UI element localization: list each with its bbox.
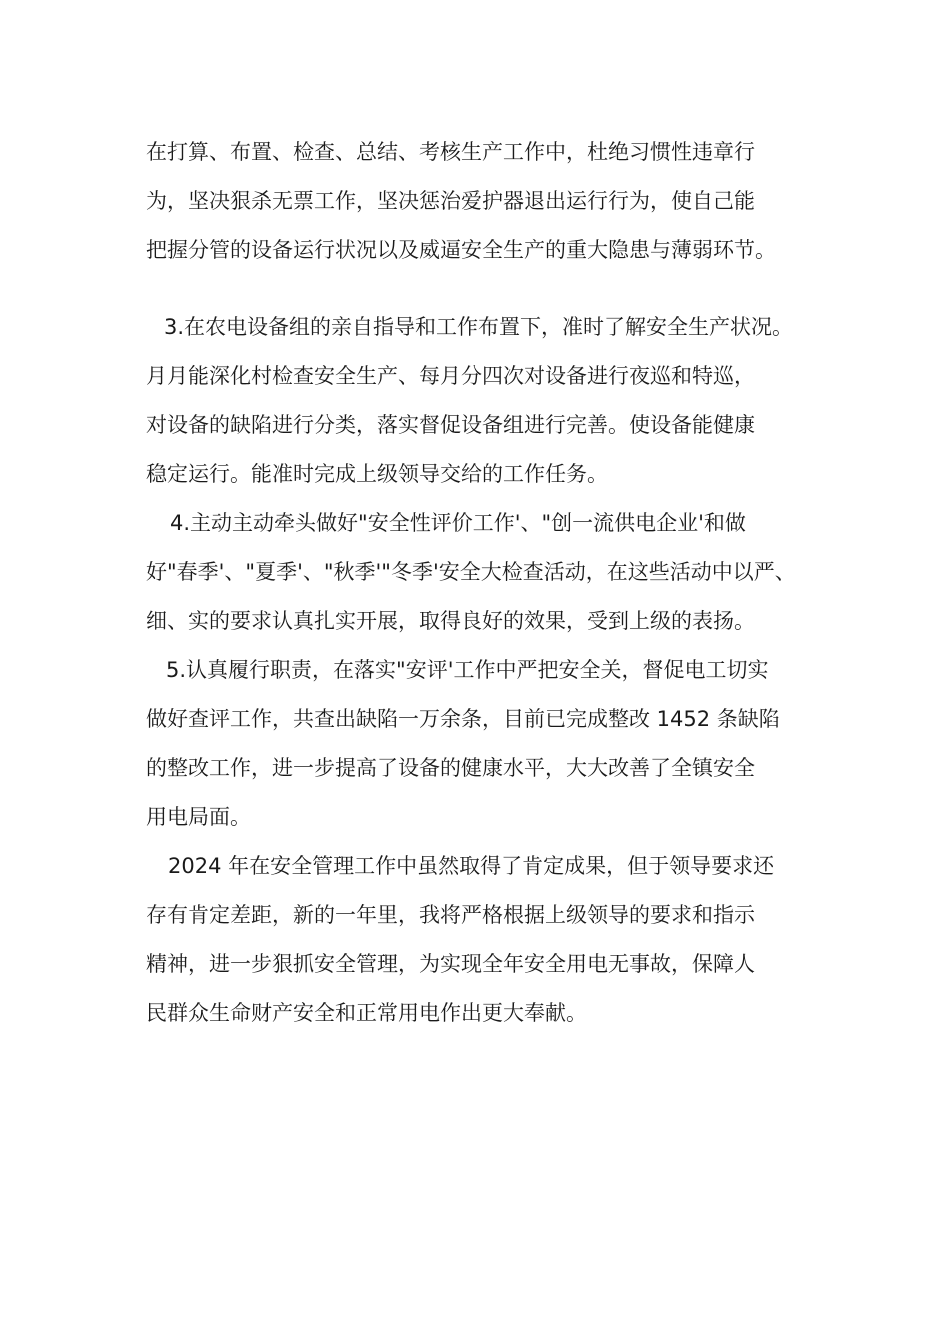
paragraph-line: 在打算、布置、检查、总结、考核生产工作中，杜绝习惯性违章行 — [146, 140, 755, 164]
paragraph-line: 把握分管的设备运行状况以及威逼安全生产的重大隐患与薄弱环节。 — [146, 238, 776, 262]
paragraph-3 — [146, 499, 816, 646]
paragraph-line: 精神，进一步狠抓安全管理，为实现全年安全用电无事故，保障人 — [146, 952, 755, 976]
paragraph-line: 为，坚决狠杀无票工作，坚决惩治爱护器退出运行行为，使自己能 — [146, 189, 755, 213]
paragraph-1 — [146, 128, 816, 275]
paragraph-spacer — [146, 275, 816, 303]
paragraph-line: 月月能深化村检查安全生产、每月分四次对设备进行夜巡和特巡， — [146, 364, 755, 388]
paragraph-line: 存有肯定差距，新的一年里，我将严格根据上级领导的要求和指示 — [146, 903, 755, 927]
paragraph-line: 稳定运行。能准时完成上级领导交给的工作任务。 — [146, 462, 608, 486]
paragraph-line: 4.主动主动牵头做好"安全性评价工作'、"创一流供电企业'和做 — [170, 511, 746, 535]
paragraph-2 — [146, 303, 816, 499]
paragraph-line: 2024 年在安全管理工作中虽然取得了肯定成果，但于领导要求还 — [168, 854, 775, 878]
document-body — [146, 128, 816, 1038]
paragraph-line: 对设备的缺陷进行分类，落实督促设备组进行完善。使设备能健康 — [146, 413, 755, 437]
paragraph-line: 民群众生命财产安全和正常用电作出更大奉献。 — [146, 1001, 587, 1025]
paragraph-line: 5.认真履行职责，在落实"安评'工作中严把安全关，督促电工切实 — [166, 658, 769, 682]
paragraph-4 — [146, 646, 816, 842]
paragraph-5 — [146, 842, 816, 1038]
paragraph-line: 细、实的要求认真扎实开展，取得良好的效果，受到上级的表扬。 — [146, 609, 755, 633]
paragraph-line: 好"春季'、"夏季'、"秋季'"冬季'安全大检查活动，在这些活动中以严、 — [146, 560, 796, 584]
paragraph-line: 做好查评工作，共查出缺陷一万余条，目前已完成整改 1452 条缺陷 — [146, 707, 780, 731]
paragraph-line: 的整改工作，进一步提高了设备的健康水平，大大改善了全镇安全 — [146, 756, 755, 780]
paragraph-line: 用电局面。 — [146, 805, 251, 829]
paragraph-line: 3.在农电设备组的亲自指导和工作布置下，准时了解安全生产状况。 — [164, 315, 794, 339]
